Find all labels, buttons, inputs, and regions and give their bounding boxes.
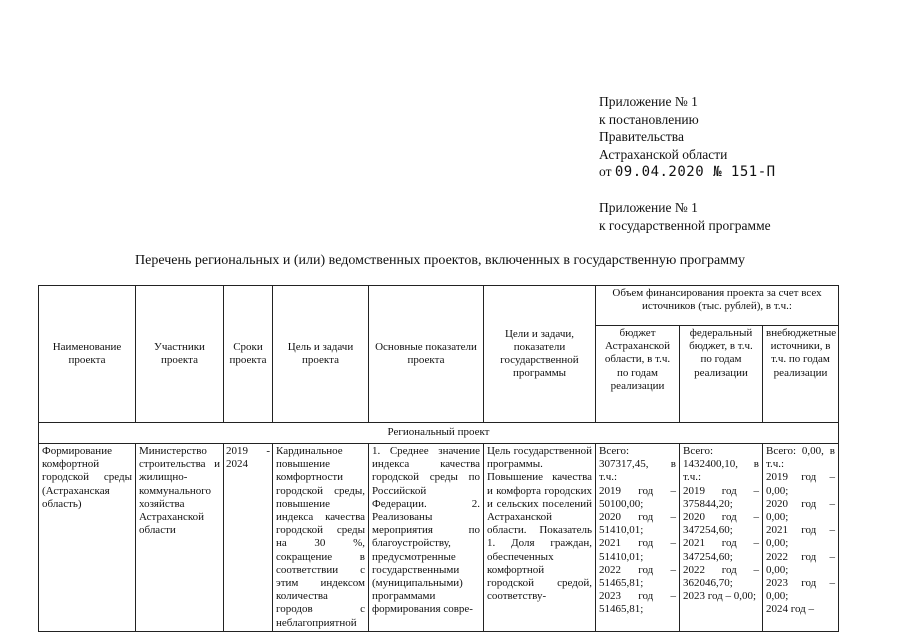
budget-line: 2021 год – 51410,01; bbox=[599, 537, 676, 563]
budget-line: 2023 год – 0,00; bbox=[683, 590, 757, 603]
appendix-1-block bbox=[599, 93, 776, 182]
budget-line: 2020 год – 347254,60; bbox=[683, 511, 759, 537]
cell-project-name: Формирование комфортной городской среды (Астраханская область) bbox=[39, 444, 136, 632]
table-row bbox=[39, 444, 839, 632]
budget-line: 2020 год – 51410,01; bbox=[599, 511, 676, 537]
budget-line: 2019 год – 50100,00; bbox=[599, 484, 676, 510]
appendix-1-date-line bbox=[599, 163, 776, 182]
header-extra-budget: внебюджетные источники, в т.ч. по годам реализации bbox=[763, 326, 839, 423]
projects-table-container bbox=[38, 285, 838, 629]
budget-line: 2021 год – 347254,60; bbox=[683, 537, 759, 563]
cell-terms: 2019 - 2024 bbox=[224, 444, 273, 632]
budget-line: Всего: 0,00, в т.ч.: bbox=[766, 445, 836, 471]
cell-program-goals: Цель государственной программы. Повышение качества и комфорта городских и сельских поселений Астраханской области. Показатель 1. Доля граждан, обеспеченных комфортной городской средой, соответству- bbox=[484, 444, 596, 632]
header-terms: Сроки проекта bbox=[224, 286, 273, 423]
budget-line: 2024 год – bbox=[766, 603, 815, 616]
appendix-2-block bbox=[599, 199, 771, 234]
budget-line: 2022 год – 0,00; bbox=[766, 550, 836, 576]
appendix-1-line: Правительства bbox=[599, 129, 684, 145]
date-prefix: от bbox=[599, 164, 615, 180]
document-title: Перечень региональных и (или) ведомственных проектов, включенных в государственную программу bbox=[135, 253, 745, 268]
budget-line: 2021 год – 0,00; bbox=[766, 524, 836, 550]
budget-line: 2020 год – 0,00; bbox=[766, 497, 836, 524]
header-funding: Объем финансирования проекта за счет всех источников (тыс. рублей), в т.ч.: bbox=[596, 286, 839, 326]
budget-line: Всего: 1432400,10, в т.ч.: bbox=[683, 445, 759, 484]
budget-line: 2022 год – 362046,70; bbox=[683, 563, 759, 590]
budget-line: 2019 год – 0,00; bbox=[766, 471, 836, 497]
section-label: Региональный проект bbox=[39, 423, 839, 444]
header-indicators: Основные показатели проекта bbox=[369, 286, 484, 423]
header-project-name: Наименование проекта bbox=[39, 286, 136, 423]
appendix-2-line: Приложение № 1 bbox=[599, 200, 698, 215]
appendix-1-line: Приложение № 1 bbox=[599, 94, 698, 109]
header-goal: Цель и задачи проекта bbox=[273, 286, 369, 423]
cell-federal-budget bbox=[680, 444, 763, 632]
header-participants: Участники проекта bbox=[136, 286, 224, 423]
cell-participants: Министерство строительства и жилищно-коммунального хозяйства Астраханской области bbox=[136, 444, 224, 632]
header-federal-budget: федеральный бюджет, в т.ч. по годам реализации bbox=[680, 326, 763, 423]
header-regional-budget: бюджет Астраханской области, в т.ч. по годам реализации bbox=[596, 326, 680, 423]
budget-line: 2023 год – 51465,81; bbox=[599, 590, 676, 616]
appendix-2-line: к государственной программе bbox=[599, 217, 771, 233]
projects-table bbox=[38, 285, 839, 632]
header-program-goals: Цели и задачи, показатели государственной программы bbox=[484, 286, 596, 423]
cell-regional-budget bbox=[596, 444, 680, 632]
cell-extra-budget bbox=[763, 444, 839, 632]
appendix-1-line: к постановлению bbox=[599, 111, 699, 127]
budget-line: Всего: 307317,45, в т.ч.: bbox=[599, 445, 676, 484]
budget-line: 2019 год – 375844,20; bbox=[683, 484, 759, 510]
budget-line: 2022 год – 51465,81; bbox=[599, 563, 676, 590]
cell-goal: Кардинальное повышение комфортности городской среды, повышение индекса качества городской среды на 30 %, сокращение в соответствии с этим индексом количества городов с неблагоприятной bbox=[273, 444, 369, 632]
date-stamp: 09.04.2020 № 151-П bbox=[614, 164, 776, 181]
budget-line: 2023 год – 0,00; bbox=[766, 577, 836, 603]
cell-indicators: 1. Среднее значение индекса качества городской среды по Российской Федерации. 2. Реализованы мероприятия по благоустройству, предусмотренные государственными (муниципальными) программами формирования совре- bbox=[369, 444, 484, 632]
appendix-1-line: Астраханской области bbox=[599, 146, 728, 162]
